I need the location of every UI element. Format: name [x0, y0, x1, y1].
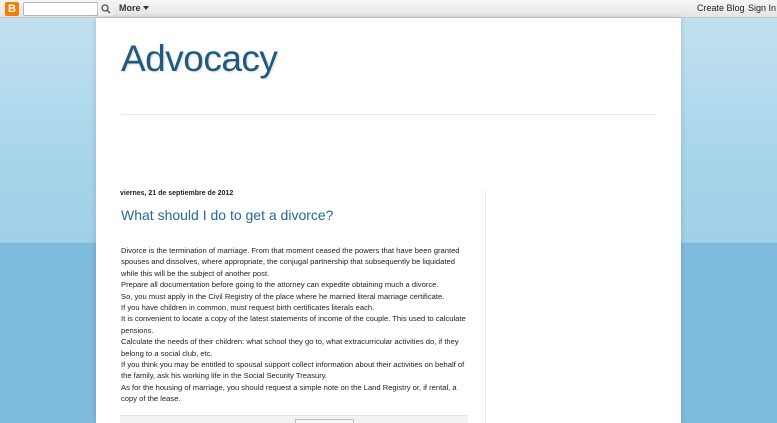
post-paragraph: If you think you may be entitled to spousal support collect information about their activities on behalf of the family, ask his working life in the Social Security Treasury. [121, 360, 465, 381]
more-menu-button[interactable] [119, 3, 149, 13]
post-date: viernes, 21 de septiembre de 2012 [120, 190, 234, 197]
post-body [121, 245, 471, 405]
post-paragraph: As for the housing of marriage, you should request a simple note on the Land Registry or, if rental, a copy of the lease. [121, 382, 457, 404]
post-paragraph: It is convenient to locate a copy of the latest statements of income of the couple. This used to calculate pensions. [121, 314, 466, 335]
content-panel [96, 18, 681, 423]
post-paragraph: Calculate the needs of their children: what school they go to, what extracurricular activities do, if they belong to a social club, etc. [121, 337, 459, 358]
blogger-navbar [0, 0, 777, 18]
blog-title[interactable]: Advocacy [121, 38, 278, 79]
post-paragraph: Prepare all documentation before going to the attorney can expedite obtaining much a divorce. [121, 280, 439, 290]
share-buttons[interactable] [295, 419, 354, 423]
post-paragraph: Divorce is the termination of marriage. From that moment ceased the powers that have been granted spouses and dissolves, where appropriate, the conjugal partnership that subsequently be liquidated while this will be the subject of another post. [121, 246, 460, 278]
post-paragraph: If you have children in common, must request birth certificates literals each. [121, 303, 375, 313]
search-icon [101, 4, 111, 14]
post-paragraph: So, you must apply in the Civil Registry of the place where he married literal marriage certificate. [121, 291, 445, 301]
sidebar-divider [485, 190, 486, 423]
post-title[interactable]: What should I do to get a divorce? [121, 207, 334, 223]
sign-in-link[interactable]: Sign In [748, 3, 777, 13]
header-divider [121, 114, 656, 115]
more-label: More [119, 3, 141, 13]
post-footer [120, 415, 468, 423]
create-blog-link[interactable]: Create Blog [697, 3, 745, 13]
blogger-logo-icon[interactable]: B [5, 2, 19, 16]
chevron-down-icon [143, 6, 149, 10]
search-button[interactable] [97, 2, 113, 16]
